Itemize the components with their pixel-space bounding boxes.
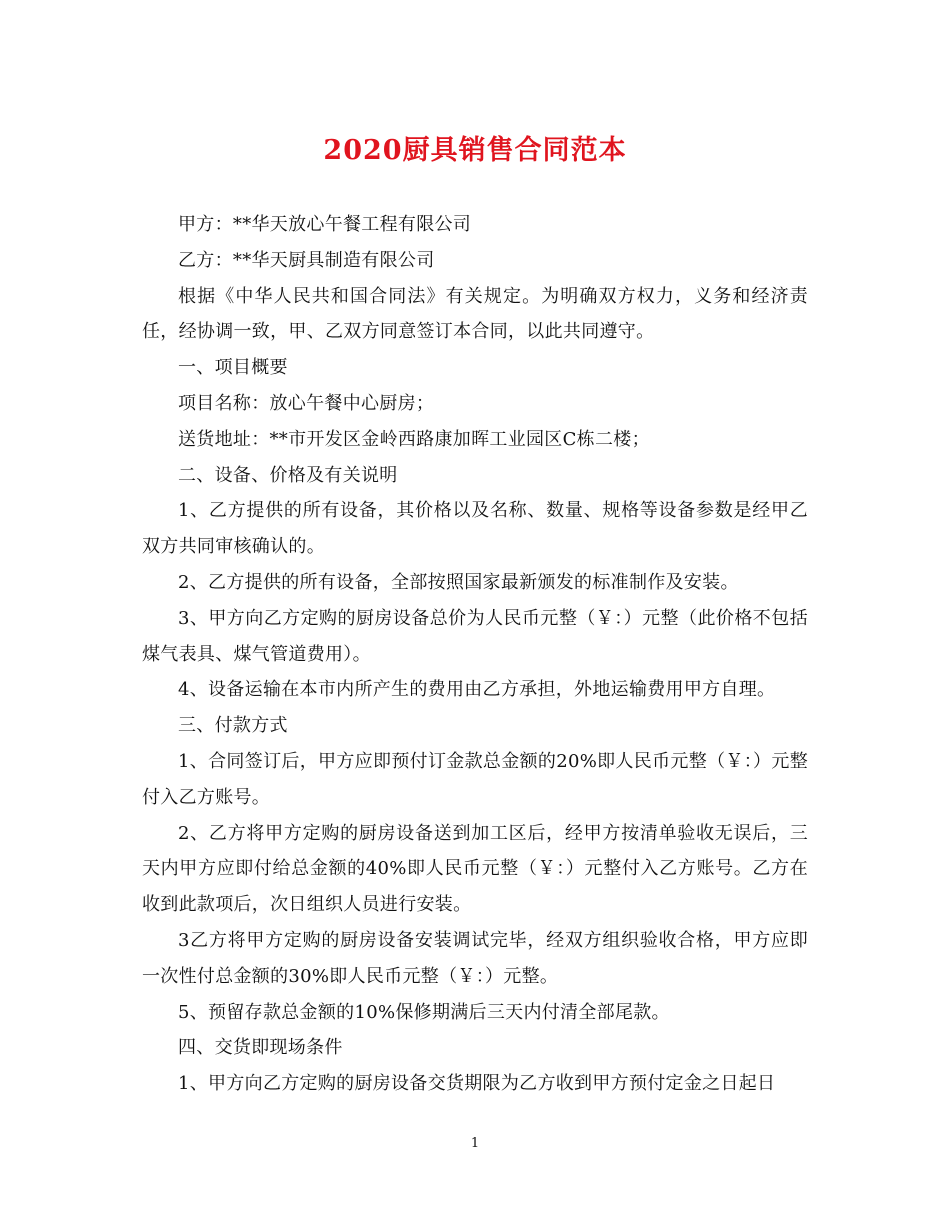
clause-2-1: 1、乙方提供的所有设备，其价格以及名称、数量、规格等设备参数是经甲乙双方共同审核确认的。 (142, 500, 808, 558)
document-title: 2020厨具销售合同范本 (323, 135, 627, 166)
page-number: 1 (470, 1136, 480, 1151)
clause-3-1: 1、合同签订后，甲方应即预付订金款总金额的20%即人民币元整（￥：）元整付入乙方账号。 (142, 750, 808, 808)
party-b-line: 乙方：**华天厨具制造有限公司 (178, 249, 435, 271)
contract-body (142, 207, 808, 1102)
clause-3-3: 3乙方将甲方定购的厨房设备安装调试完毕，经双方组织验收合格，甲方应即一次性付总金额的30%即人民币元整（￥：）元整。 (142, 929, 808, 987)
section-heading-1: 一、项目概要 (178, 357, 288, 379)
preamble-paragraph: 根据《中华人民共和国合同法》有关规定。为明确双方权力，义务和经济责任，经协调一致，甲、乙双方同意签订本合同，以此共同遵守。 (142, 285, 808, 343)
delivery-address-line: 送货地址：**市开发区金岭西路康加晖工业园区C栋二楼； (178, 428, 650, 450)
project-name-line: 项目名称：放心午餐中心厨房； (178, 392, 435, 414)
section-heading-2: 二、设备、价格及有关说明 (178, 464, 398, 486)
section-heading-4: 四、交货即现场条件 (178, 1037, 343, 1059)
clause-4-1: 1、甲方向乙方定购的厨房设备交货期限为乙方收到甲方预付定金之日起日 (178, 1073, 776, 1095)
clause-2-2: 2、乙方提供的所有设备，全部按照国家最新颁发的标准制作及安装。 (178, 571, 739, 593)
clause-3-2: 2、乙方将甲方定购的厨房设备送到加工区后，经甲方按清单验收无误后，三天内甲方应即付给总金额的40%即人民币元整（￥：）元整付入乙方账号。乙方在收到此款项后，次日组织人员进行安装。 (142, 822, 808, 916)
section-heading-3: 三、付款方式 (178, 715, 288, 737)
party-a-line: 甲方：**华天放心午餐工程有限公司 (178, 214, 472, 235)
clause-3-5: 5、预留存款总金额的10%保修期满后三天内付清全部尾款。 (178, 1001, 670, 1023)
clause-2-4: 4、设备运输在本市内所产生的费用由乙方承担，外地运输费用甲方自理。 (178, 679, 776, 701)
clause-2-3: 3、甲方向乙方定购的厨房设备总价为人民币元整（￥：）元整（此价格不包括煤气表具、煤气管道费用）。 (142, 607, 808, 665)
